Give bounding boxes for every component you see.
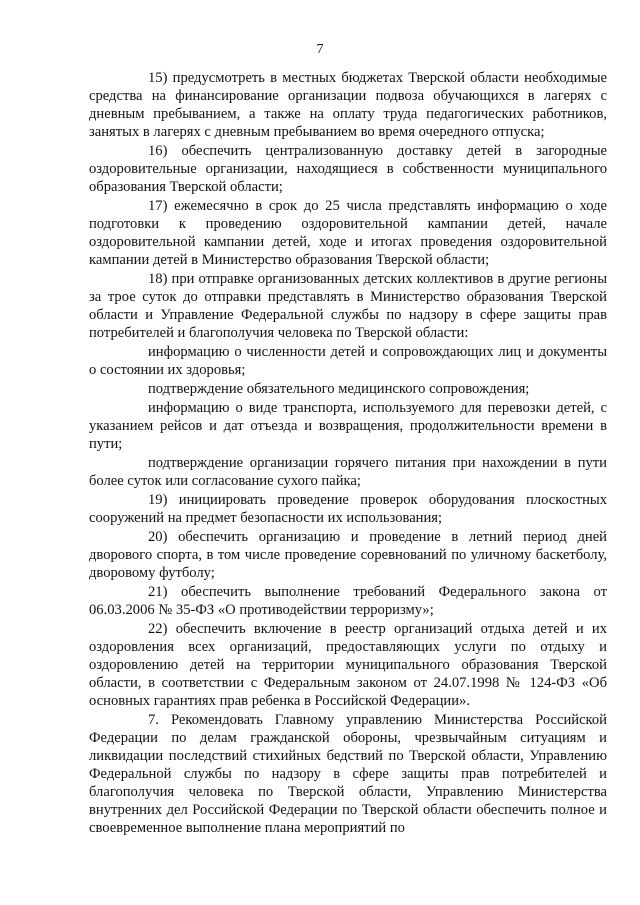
paragraph-subitem-children-info: информацию о численности детей и сопровождающих лиц и документы о состоянии их здоровья;: [89, 344, 607, 378]
page-number: 7: [316, 42, 324, 57]
paragraph-item-20: 20) обеспечить организацию и проведение в летний период дней дворового спорта, в том числе проведение соревнований по уличному баскетболу, дворовому футболу;: [89, 529, 607, 581]
paragraph-section-7: 7. Рекомендовать Главному управлению Министерства Российской Федерации по делам гражданской обороны, чрезвычайным ситуациям и ликвидации последствий стихийных бедствий по Тверской области, Управлению Федеральной службы по надзору в сфере защиты прав потребителей и благополучия человека по Тверской области, Управлению Министерства внутренних дел Российской Федерации по Тверской области обеспечить полное и своевременное выполнение плана мероприятий по: [89, 712, 607, 836]
paragraph-item-17: 17) ежемесячно в срок до 25 числа представлять информацию о ходе подготовки к проведению оздоровительной кампании детей, начале оздоровительной кампании детей, ходе и итогах проведения оздоровительной кампании детей в Министерство образования Тверской области;: [89, 198, 607, 268]
paragraph-item-18: 18) при отправке организованных детских коллективов в другие регионы за трое суток до отправки представлять в Министерство образования Тверской области и Управление Федеральной службы по надзору в сфере защиты прав потребителей и благополучия человека по Тверской области:: [89, 271, 607, 341]
paragraph-subitem-transport-info: информацию о виде транспорта, используемого для перевозки детей, с указанием рейсов и дат отъезда и возвращения, продолжительности времени в пути;: [89, 400, 607, 452]
paragraph-item-16: 16) обеспечить централизованную доставку детей в загородные оздоровительные организации, находящиеся в собственности муниципального образования Тверской области;: [89, 143, 607, 195]
paragraph-subitem-medical-escort: подтверждение обязательного медицинского сопровождения;: [148, 381, 530, 397]
paragraph-item-21: 21) обеспечить выполнение требований Федерального закона от 06.03.2006 № 35-ФЗ «О противодействии терроризму»;: [89, 584, 607, 618]
paragraph-item-19: 19) инициировать проведение проверок оборудования плоскостных сооружений на предмет безопасности их использования;: [89, 492, 607, 526]
document-body: [89, 69, 607, 838]
paragraph-item-22: 22) обеспечить включение в реестр организаций отдыха детей и их оздоровления всех организаций, предоставляющих услуги по отдыху и оздоровлению детей на территории муниципального образования Тверской области, в соответствии с Федеральным законом от 24.07.1998 № 124-ФЗ «Об основных гарантиях прав ребенка в Российской Федерации».: [89, 621, 607, 709]
paragraph-item-15: 15) предусмотреть в местных бюджетах Тверской области необходимые средства на финансирование организации подвоза обучающихся в лагерях с дневным пребыванием, а также на оплату труда педагогических работников, занятых в лагерях с дневным пребыванием во время очередного отпуска;: [89, 70, 607, 140]
paragraph-subitem-hot-meals: подтверждение организации горячего питания при нахождении в пути более суток или согласование сухого пайка;: [89, 455, 607, 489]
